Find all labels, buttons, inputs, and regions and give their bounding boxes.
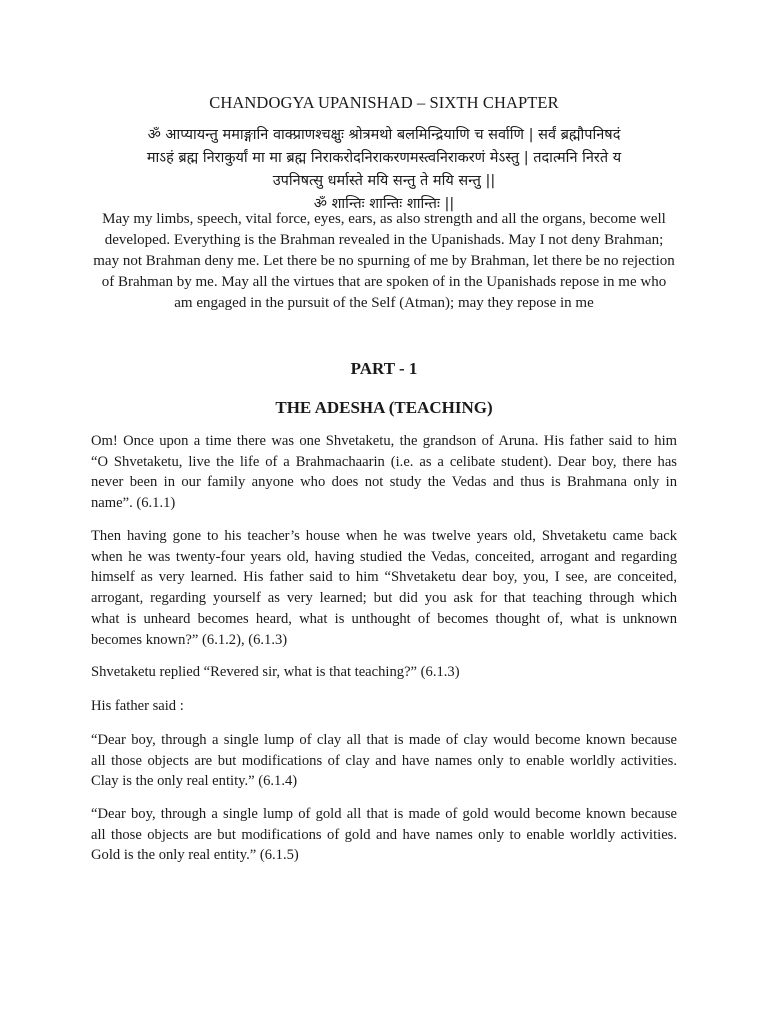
paragraph-5 (91, 730, 677, 792)
paragraph-3 (91, 662, 677, 683)
text-line: “Dear boy, through a single lump of gold all that is made of gold would become known because (91, 806, 677, 822)
sanskrit-invocation (84, 124, 684, 216)
translation-line: of Brahman by me. May all the virtues that are spoken of in the Upanishads repose in me who (101, 274, 667, 290)
translation-line: developed. Everything is the Brahman revealed in the Upanishads. May I not deny Brahman; (104, 232, 664, 248)
translation-line: am engaged in the pursuit of the Self (Atman); may they repose in me (174, 295, 594, 311)
text-line: Gold is the only real entity.” (6.1.5) (91, 847, 299, 864)
paragraph-4 (91, 696, 677, 717)
text-line: never been in our family anyone who does not study the Vedas and thus is Brahmana only in (91, 474, 677, 491)
text-line: becomes known?” (6.1.2), (6.1.3) (91, 631, 288, 648)
invocation-translation (92, 209, 676, 314)
chapter-title: CHANDOGYA UPANISHAD – SIXTH CHAPTER (209, 93, 559, 112)
text-line: all those objects are but modifications of clay and have names only to enable worldly activities. (91, 752, 677, 769)
part-heading: PART - 1 (350, 359, 418, 378)
translation-line: may not Brahman deny me. Let there be no spurning of me by Brahman, let there be no rejection (93, 253, 675, 269)
text-line: all those objects are but modifications of gold and have names only to enable worldly activities. (91, 826, 677, 843)
paragraph-2 (91, 526, 677, 650)
text-line: Clay is the only real entity.” (6.1.4) (91, 773, 298, 790)
text-line: “Dear boy, through a single lump of clay all that is made of clay would become known because (91, 732, 677, 748)
sanskrit-line: माऽहं ब्रह्म निराकुर्यां मा मा ब्रह्म निराकरोदनिराकरणमस्त्वनिराकरणं मेऽस्तु | तदात्मनि निरते य (146, 150, 622, 166)
sanskrit-line: ॐ आप्यायन्तु ममाङ्गानि वाक्प्राणश्चक्षुः श्रोत्रमथो बलमिन्द्रियाणि च सर्वाणि | सर्वं ब्रह्मौपनिषदं (147, 127, 621, 143)
paragraph-1 (91, 431, 677, 514)
text-line: arrogant, regarding yourself as very learned; but did you ask for that teaching through which (91, 590, 677, 607)
section-heading: THE ADESHA (TEACHING) (275, 398, 493, 417)
text-line: Shvetaketu replied “Revered sir, what is that teaching?” (6.1.3) (91, 664, 460, 680)
text-line: when he was twenty-four years old, having studied the Vedas, conceited, arrogant and regarding (91, 548, 677, 565)
paragraph-6 (91, 804, 677, 866)
text-line: Om! Once upon a time there was one Shvetaketu, the grandson of Aruna. His father said to him (91, 433, 677, 449)
text-line: what is unheard becomes heard, what is unthought of becomes thought of, what is unknown (91, 610, 677, 627)
sanskrit-line: ॐ शान्तिः शान्तिः शान्तिः || (313, 196, 455, 212)
text-line: himself as very learned. His father said to him “Shvetaketu dear boy, you, I see, are conceited, (91, 569, 677, 586)
sanskrit-line: उपनिषत्सु धर्मास्ते मयि सन्तु ते मयि सन्तु || (272, 173, 496, 189)
text-line: His father said : (91, 698, 184, 714)
text-line: Then having gone to his teacher’s house when he was twelve years old, Shvetaketu came back (91, 528, 677, 544)
translation-line: May my limbs, speech, vital force, eyes, ears, as also strength and all the organs, become well (102, 211, 666, 227)
text-line: “O Shvetaketu, live the life of a Brahmachaarin (i.e. as a celibate student). Dear boy, there has (91, 453, 677, 470)
text-line: name”. (6.1.1) (91, 495, 176, 512)
